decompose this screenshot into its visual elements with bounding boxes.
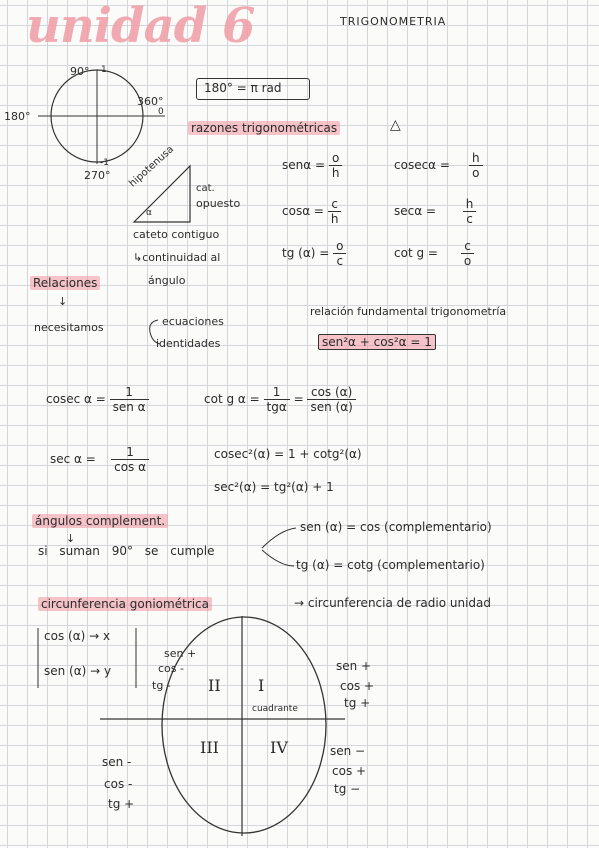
cosec2-identity: cosec²(α) = 1 + cotg²(α) — [214, 447, 362, 461]
q3-tg: tg + — [108, 797, 135, 811]
q2-cos: cos - — [158, 662, 184, 675]
sen-y-label: sen (α) → y — [44, 664, 112, 678]
identidades-label: identidades — [156, 337, 221, 350]
rad-equation: 180° = π rad — [204, 81, 282, 95]
triangle-icon: △ — [390, 117, 401, 133]
angulo-label: ángulo — [148, 274, 186, 287]
ratio-cosec: cosecα = $\frac{h}{o}$ — [394, 152, 483, 179]
quadrant-I: I — [258, 676, 265, 695]
ratio-tg: tg (α) = $\frac{o}{c}$ — [282, 240, 346, 267]
arrow-complement: ↓ — [66, 532, 76, 545]
relaciones-heading: Relaciones — [30, 276, 100, 290]
branch-upper — [262, 528, 296, 548]
necesitamos-label: necesitamos — [34, 321, 104, 334]
cuadrante-label: cuadrante — [252, 704, 298, 714]
opuesto-label: opuesto — [196, 197, 241, 210]
q1-tg: tg + — [344, 696, 371, 710]
label-360: 360° — [137, 95, 164, 108]
cos-x-label: cos (α) → x — [44, 629, 111, 643]
label-90: 90° — [70, 65, 90, 78]
label-0: 0 — [158, 107, 164, 117]
label-1: 1 — [101, 65, 107, 75]
rel-fund-label: relación fundamental trigonometría — [310, 305, 507, 318]
ratio-sen: senα = $\frac{o}{h}$ — [282, 152, 342, 179]
q4-tg: tg − — [334, 782, 361, 796]
q3-sen: sen - — [102, 755, 132, 769]
branch-lower — [262, 550, 294, 566]
quadrant-IV: IV — [270, 738, 288, 757]
ratio-cos: cosα = $\frac{c}{h}$ — [282, 198, 341, 225]
hipotenusa-label: hipotenusa — [127, 144, 177, 190]
arrow-relaciones: ↓ — [58, 295, 68, 308]
subject-label: TRIGONOMETRIA — [340, 15, 447, 28]
ecuaciones-label: ecuaciones — [162, 315, 224, 328]
q1-sen: sen + — [336, 659, 372, 673]
alpha-label: α — [146, 208, 152, 218]
label-minus1: -1 — [100, 158, 109, 168]
quadrant-III: III — [200, 738, 219, 757]
cotg-identity: cot g α = $\frac{1}{\text{tgα}}$ = $\frac{\cos (\alpha)}{\text{sen (α)}}$ — [204, 386, 356, 413]
label-180: 180° — [4, 110, 31, 123]
si-suman-label: si suman 90° se cumple — [38, 544, 215, 558]
cosec-identity: cosec α = $\frac{1}{\text{sen α}}$ — [46, 386, 149, 413]
page-title: unidad 6 — [26, 0, 255, 54]
q2-sen: sen + — [164, 647, 197, 660]
continuidad-label: ↳continuidad al — [133, 251, 221, 264]
circ-gon-heading: circunferencia goniométrica — [38, 597, 212, 611]
q1-cos: cos + — [340, 679, 375, 693]
sec2-identity: sec²(α) = tg²(α) + 1 — [214, 480, 334, 494]
q4-sen: sen − — [330, 744, 366, 758]
razones-heading: razones trigonométricas — [188, 121, 340, 135]
circ-unit-label: → circunferencia de radio unidad — [294, 596, 491, 610]
sec-identity: sec α = $\frac{1}{\text{cos α}}$ — [50, 446, 149, 473]
quadrant-II: II — [208, 676, 221, 695]
rel-fund-equation: sen²α + cos²α = 1 — [318, 334, 436, 350]
ratio-cotg: cot g = $\frac{c}{o}$ — [394, 240, 474, 267]
ratio-sec: secα = $\frac{h}{c}$ — [394, 198, 476, 225]
label-270: 270° — [84, 169, 111, 182]
cat-label: cat. — [196, 183, 215, 194]
q3-cos: cos - — [104, 777, 133, 791]
q2-tg: tg - — [152, 679, 171, 692]
complement-heading: ángulos complement. — [32, 514, 168, 528]
complement-sen: sen (α) = cos (complementario) — [300, 520, 492, 534]
cateto-contiguo: cateto contiguo — [133, 228, 220, 241]
complement-tg: tg (α) = cotg (complementario) — [296, 558, 485, 572]
q4-cos: cos + — [332, 764, 367, 778]
